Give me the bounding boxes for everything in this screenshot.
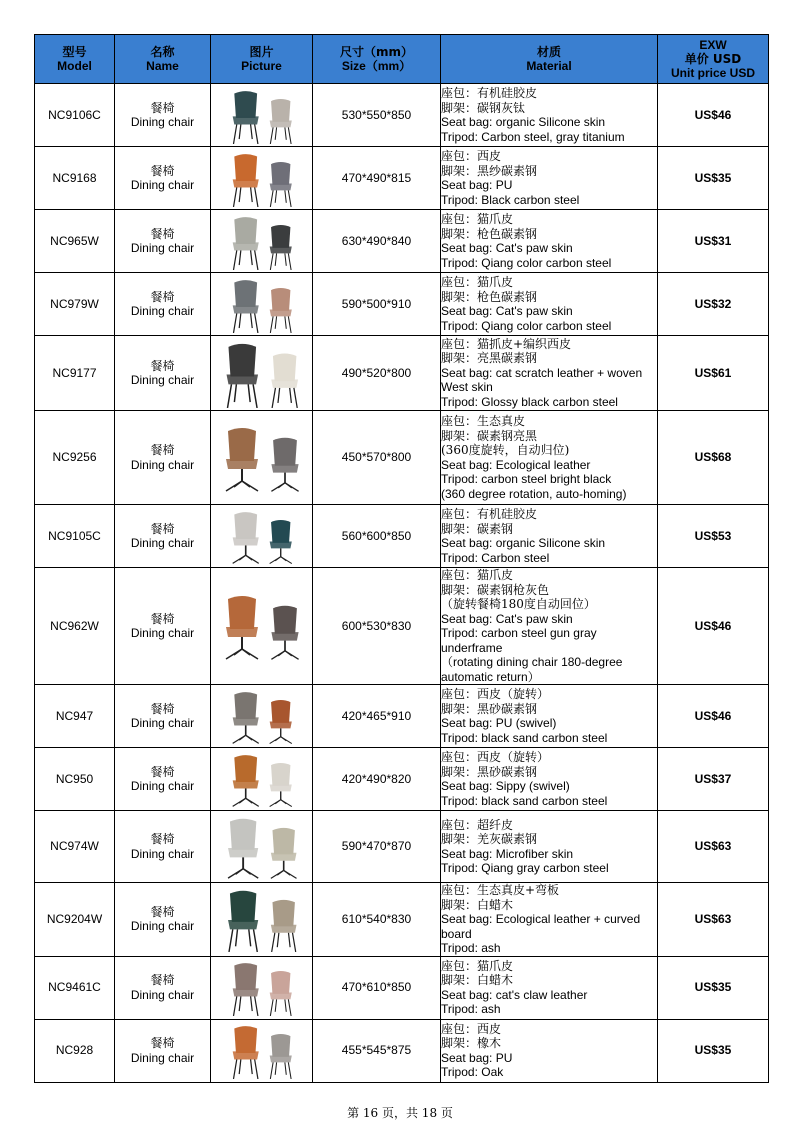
material-line: 脚架：白蜡木 (441, 973, 514, 987)
material-line: （rotating dining chair 180-degree (441, 655, 623, 669)
table-row (35, 505, 769, 568)
material-cell (441, 84, 658, 147)
material-line: Seat bag: Cat's paw skin (441, 304, 573, 318)
material-line: Tripod: black sand carbon steel (441, 730, 608, 745)
model-cell: NC962W (35, 568, 115, 685)
material-line: Tripod: black sand carbon steel (441, 793, 608, 808)
name-cn: 餐椅 (150, 611, 175, 626)
model-cell: NC928 (35, 1019, 115, 1082)
name-cell (115, 956, 211, 1019)
material-cell (441, 883, 658, 957)
name-cn: 餐椅 (150, 163, 175, 178)
size-cell: 470*490*815 (313, 147, 441, 210)
material-line: 脚架：橡木 (441, 1036, 502, 1050)
name-cn: 餐椅 (150, 832, 175, 846)
material-cell (441, 210, 658, 273)
model-cell: NC9105C (35, 505, 115, 568)
material-line: 脚架：亮黑碳素钢 (441, 351, 538, 366)
header-model: 型号 Model (35, 35, 115, 84)
material-line: 脚架：碳素钢 (441, 521, 514, 536)
name-cell (115, 84, 211, 147)
material-line: Tripod: Oak (441, 1065, 504, 1079)
name-cell (115, 505, 211, 568)
product-picture (211, 147, 313, 210)
name-en: Dining chair (130, 304, 195, 318)
price-cell: US$53 (658, 505, 769, 568)
header-size: 尺寸（mm） Size（mm） (313, 35, 441, 84)
price-cell: US$37 (658, 748, 769, 811)
table-row (35, 883, 769, 957)
chair-image (214, 886, 310, 952)
chair-image (214, 87, 310, 144)
header-material: 材质 Material (441, 35, 658, 84)
price-cell: US$61 (658, 336, 769, 411)
product-picture (211, 1019, 313, 1082)
size-cell: 560*600*850 (313, 505, 441, 568)
size-cell: 610*540*830 (313, 883, 441, 957)
product-picture (211, 411, 313, 505)
name-cn: 餐椅 (150, 443, 175, 457)
product-picture (211, 505, 313, 568)
name-cn: 餐椅 (150, 701, 175, 716)
name-cn: 餐椅 (150, 764, 175, 779)
model-cell: NC965W (35, 210, 115, 273)
name-en: Dining chair (130, 716, 195, 730)
table-row (35, 210, 769, 273)
product-picture (211, 748, 313, 811)
product-picture (211, 685, 313, 748)
name-cn: 餐椅 (150, 226, 175, 241)
material-cell (441, 273, 658, 336)
header-name: 名称 Name (115, 35, 211, 84)
product-picture (211, 84, 313, 147)
material-cell (441, 336, 658, 411)
model-cell: NC9461C (35, 956, 115, 1019)
material-line: 座包：西皮 (441, 1021, 502, 1036)
model-cell: NC950 (35, 748, 115, 811)
material-cell (441, 956, 658, 1019)
chair-image (214, 150, 310, 207)
table-row (35, 685, 769, 748)
name-en: Dining chair (130, 178, 195, 192)
material-cell (441, 811, 658, 883)
header-picture: 图片 Picture (211, 35, 313, 84)
material-line: Tripod: Qiang color carbon steel (441, 318, 612, 333)
material-line: Seat bag: PU (swivel) (441, 716, 557, 730)
size-cell: 630*490*840 (313, 210, 441, 273)
product-picture (211, 210, 313, 273)
name-cn: 餐椅 (150, 973, 175, 987)
name-en: Dining chair (130, 536, 195, 550)
material-line: automatic return） (441, 669, 540, 684)
table-row (35, 147, 769, 210)
material-cell (441, 147, 658, 210)
product-picture (211, 568, 313, 685)
name-en: Dining chair (130, 241, 195, 255)
material-cell (441, 411, 658, 505)
model-cell: NC974W (35, 811, 115, 883)
name-en: Dining chair (130, 779, 195, 793)
size-cell: 420*465*910 (313, 685, 441, 748)
table-row (35, 748, 769, 811)
name-cell (115, 147, 211, 210)
price-cell: US$35 (658, 1019, 769, 1082)
material-line: (360 degree rotation, auto-homing) (441, 486, 627, 501)
table-row (35, 811, 769, 883)
chair-image (214, 423, 310, 493)
product-picture (211, 273, 313, 336)
table-row (35, 568, 769, 685)
chair-image (214, 814, 310, 880)
size-cell: 530*550*850 (313, 84, 441, 147)
name-en: Dining chair (130, 846, 195, 861)
material-line: Seat bag: organic Silicone skin (441, 536, 606, 550)
material-line: Tripod: ash (441, 1002, 501, 1016)
name-en: Dining chair (130, 987, 195, 1002)
name-cell (115, 210, 211, 273)
size-cell: 420*490*820 (313, 748, 441, 811)
price-cell: US$63 (658, 811, 769, 883)
material-cell (441, 685, 658, 748)
price-cell: US$35 (658, 147, 769, 210)
material-line: Tripod: Black carbon steel (441, 192, 580, 207)
chair-image (214, 591, 310, 661)
name-cell (115, 336, 211, 411)
material-line: 座包：生态真皮 (441, 414, 526, 428)
material-line: 脚架：羌灰碳素钢 (441, 832, 538, 846)
material-line: 座包：超纤皮 (441, 817, 514, 832)
size-cell: 490*520*800 (313, 336, 441, 411)
material-line: Seat bag: cat's claw leather (441, 987, 588, 1002)
price-cell: US$68 (658, 411, 769, 505)
chair-image (214, 751, 310, 808)
size-cell: 470*610*850 (313, 956, 441, 1019)
material-line: Seat bag: cat scratch leather + woven (441, 365, 643, 380)
material-line: Tripod: Carbon steel, gray titanium (441, 129, 625, 144)
name-cell (115, 685, 211, 748)
name-en: Dining chair (130, 919, 195, 934)
material-line: 脚架：白蜡木 (441, 897, 514, 912)
model-cell: NC9256 (35, 411, 115, 505)
table-row (35, 1019, 769, 1082)
chair-image (214, 1022, 310, 1079)
name-cell (115, 568, 211, 685)
material-line: 座包：猫爪皮 (441, 958, 514, 973)
table-row (35, 336, 769, 411)
material-line: 座包：猫爪皮 (441, 212, 514, 226)
chair-image (214, 688, 310, 745)
material-cell (441, 1019, 658, 1082)
material-line: 座包：有机硅胶皮 (441, 86, 538, 100)
price-cell: US$31 (658, 210, 769, 273)
size-cell: 450*570*800 (313, 411, 441, 505)
price-cell: US$35 (658, 956, 769, 1019)
material-line: Seat bag: Microfiber skin (441, 846, 574, 861)
product-picture (211, 883, 313, 957)
material-line: Seat bag: Sippy (swivel) (441, 779, 570, 793)
table-row (35, 273, 769, 336)
price-table (34, 34, 769, 1083)
material-line: 座包：猫抓皮+编织西皮 (441, 336, 572, 351)
material-line: (360度旋转，自动归位) (441, 443, 570, 457)
name-cn: 餐椅 (150, 904, 175, 919)
name-en: Dining chair (130, 1050, 195, 1065)
material-line: Tripod: carbon steel bright black (441, 472, 612, 486)
material-line: Tripod: Carbon steel (441, 550, 550, 565)
model-cell: NC9168 (35, 147, 115, 210)
chair-image (214, 508, 310, 565)
material-line: Tripod: Qiang color carbon steel (441, 255, 612, 270)
material-cell (441, 748, 658, 811)
chair-image (214, 959, 310, 1016)
material-line: Seat bag: Ecological leather (441, 457, 591, 472)
material-line: Seat bag: Cat's paw skin (441, 611, 573, 626)
material-line: 脚架：黑纱碳素钢 (441, 163, 538, 178)
material-line: 脚架：碳素钢枪灰色 (441, 582, 550, 597)
header-price: EXW 单价 USD Unit price USD (658, 35, 769, 84)
model-cell: NC9177 (35, 336, 115, 411)
model-cell: NC9204W (35, 883, 115, 957)
material-line: 脚架：碳钢灰钛 (441, 100, 526, 115)
name-cn: 餐椅 (150, 358, 175, 373)
table-header-row (35, 35, 769, 84)
material-line: 座包：猫爪皮 (441, 568, 514, 582)
name-cell (115, 273, 211, 336)
chair-image (214, 276, 310, 333)
price-cell: US$46 (658, 568, 769, 685)
material-line: board (441, 926, 472, 941)
material-cell (441, 568, 658, 685)
table-row (35, 84, 769, 147)
material-line: （旋转餐椅180度自动回位） (441, 597, 596, 611)
size-cell: 590*500*910 (313, 273, 441, 336)
name-en: Dining chair (130, 373, 195, 387)
name-en: Dining chair (130, 626, 195, 640)
product-picture (211, 956, 313, 1019)
material-line: 脚架：枪色碳素钢 (441, 226, 538, 241)
name-en: Dining chair (130, 457, 195, 472)
material-line: Tripod: Glossy black carbon steel (441, 394, 618, 409)
material-line: Tripod: ash (441, 941, 501, 955)
name-cn: 餐椅 (150, 1036, 175, 1050)
material-line: 座包：西皮（旋转） (441, 750, 550, 764)
name-cell (115, 1019, 211, 1082)
material-line: Seat bag: Cat's paw skin (441, 241, 573, 255)
material-line: 座包：生态真皮+弯板 (441, 883, 560, 897)
material-line: Seat bag: PU (441, 178, 513, 192)
material-line: Tripod: carbon steel gun gray underframe (441, 626, 597, 655)
material-line: 脚架：枪色碳素钢 (441, 289, 538, 304)
material-line: West skin (441, 380, 493, 395)
name-cell (115, 883, 211, 957)
table-row (35, 411, 769, 505)
model-cell: NC979W (35, 273, 115, 336)
name-cell (115, 811, 211, 883)
model-cell: NC947 (35, 685, 115, 748)
model-cell: NC9106C (35, 84, 115, 147)
material-line: Seat bag: PU (441, 1050, 513, 1065)
size-cell: 590*470*870 (313, 811, 441, 883)
material-line: Tripod: Qiang gray carbon steel (441, 861, 609, 875)
page-footer: 第 16 页，共 18 页 (347, 1106, 453, 1120)
material-line: 座包：西皮（旋转） (441, 687, 550, 701)
price-cell: US$32 (658, 273, 769, 336)
material-line: 脚架：黑砂碳素钢 (441, 701, 538, 716)
material-line: 座包：西皮 (441, 149, 502, 163)
price-cell: US$46 (658, 84, 769, 147)
product-picture (211, 336, 313, 411)
name-cn: 餐椅 (150, 100, 175, 115)
material-line: 脚架：黑砂碳素钢 (441, 764, 538, 779)
table-row (35, 956, 769, 1019)
name-en: Dining chair (130, 115, 195, 129)
name-cn: 餐椅 (150, 521, 175, 536)
size-cell: 455*545*875 (313, 1019, 441, 1082)
name-cn: 餐椅 (150, 289, 175, 304)
price-cell: US$46 (658, 685, 769, 748)
size-cell: 600*530*830 (313, 568, 441, 685)
material-line: 座包：猫爪皮 (441, 275, 514, 289)
material-line: Seat bag: Ecological leather + curved (441, 912, 641, 926)
name-cell (115, 411, 211, 505)
name-cell (115, 748, 211, 811)
product-picture (211, 811, 313, 883)
price-cell: US$63 (658, 883, 769, 957)
material-cell (441, 505, 658, 568)
material-line: 座包：有机硅胶皮 (441, 507, 538, 521)
material-line: Seat bag: organic Silicone skin (441, 115, 606, 129)
chair-image (214, 339, 310, 408)
material-line: 脚架：碳素钢亮黑 (441, 428, 538, 443)
chair-image (214, 213, 310, 270)
